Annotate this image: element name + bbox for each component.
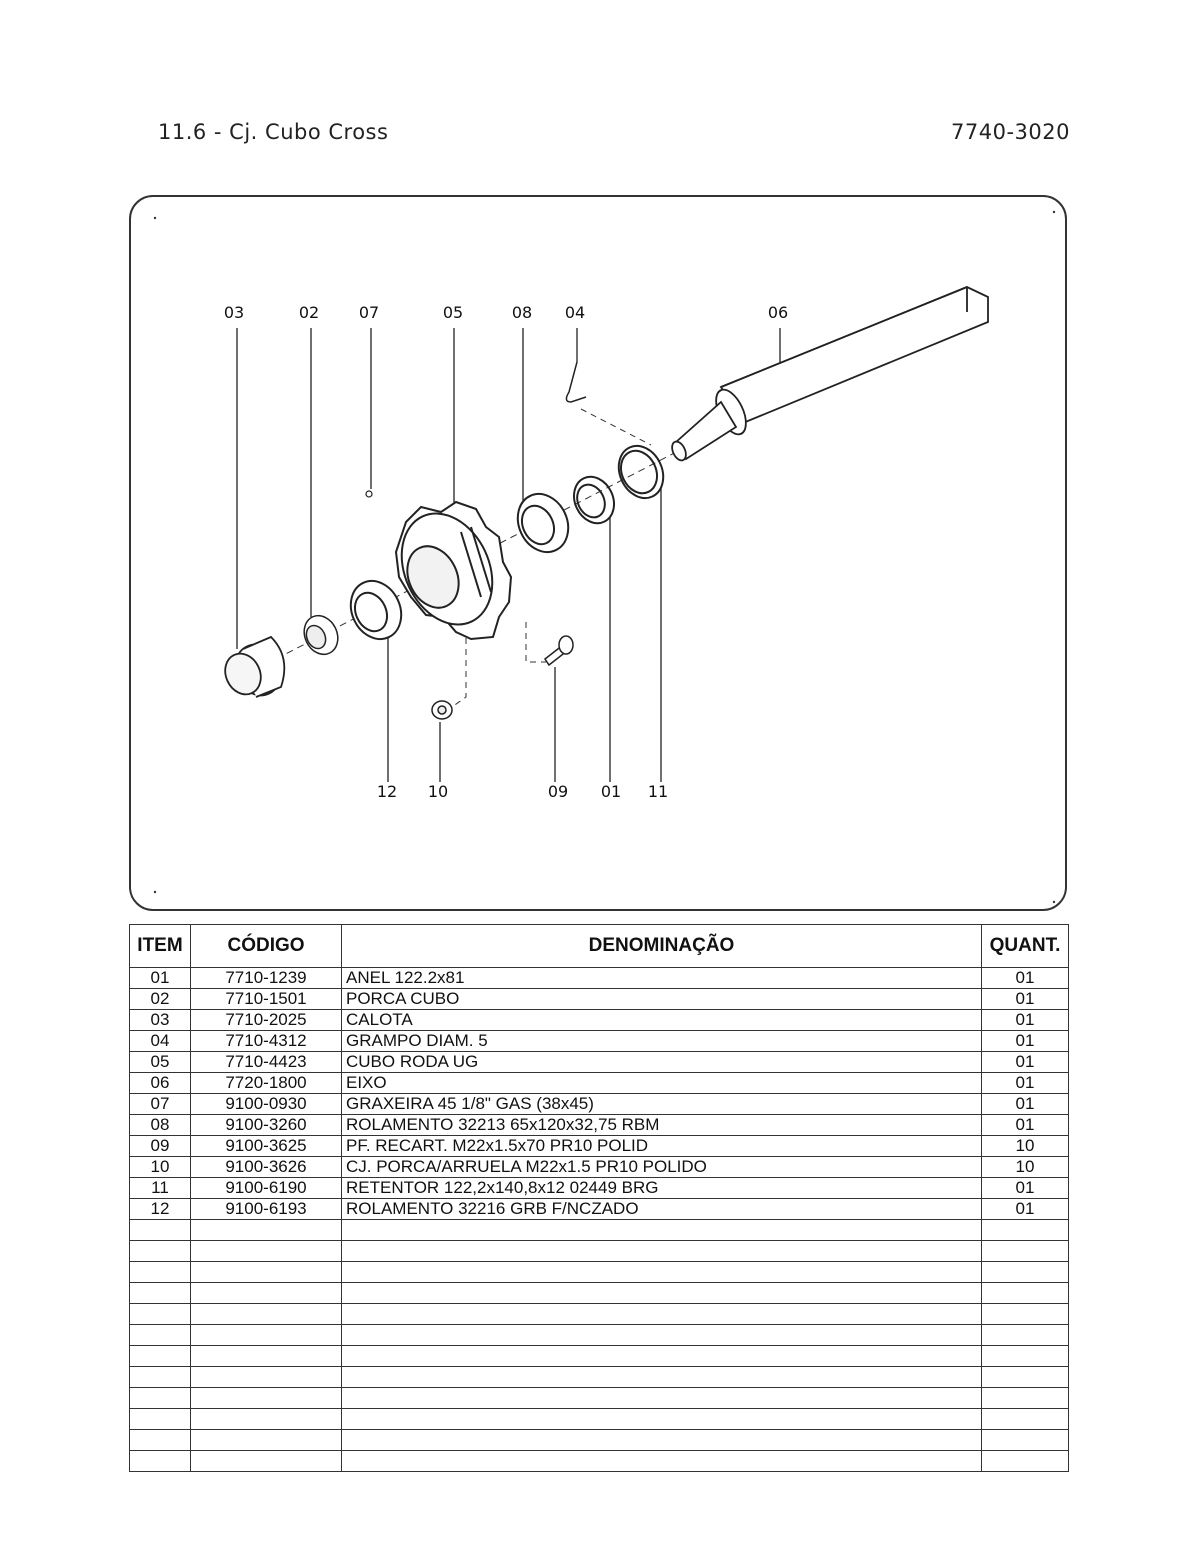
exploded-view-drawing xyxy=(129,195,1067,911)
table-row xyxy=(130,1094,1069,1115)
hub-cap-part xyxy=(219,637,289,703)
table-row xyxy=(130,989,1069,1010)
assembly-code: 7740-3020 xyxy=(951,120,1070,144)
axle-part xyxy=(669,287,988,463)
cell-description: CALOTA xyxy=(342,1010,982,1031)
cell-item: 09 xyxy=(130,1136,191,1157)
page-title: 11.6 - Cj. Cubo Cross xyxy=(158,120,389,144)
empty-row xyxy=(130,1220,1069,1241)
callout-01: 01 xyxy=(600,782,622,801)
grease-fitting-part xyxy=(366,491,372,497)
wheel-stud-part xyxy=(545,636,573,665)
cell-code: 7710-2025 xyxy=(191,1010,342,1031)
table-row xyxy=(130,1199,1069,1220)
table-row xyxy=(130,968,1069,989)
cell-item: 01 xyxy=(130,968,191,989)
header-code: CÓDIGO xyxy=(191,925,342,968)
corner-dot xyxy=(154,891,156,893)
callout-07: 07 xyxy=(358,303,380,322)
cell-item: 02 xyxy=(130,989,191,1010)
callout-04: 04 xyxy=(564,303,586,322)
cell-description: ANEL 122.2x81 xyxy=(342,968,982,989)
cell-description: RETENTOR 122,2x140,8x12 02449 BRG xyxy=(342,1178,982,1199)
cell-quantity: 01 xyxy=(982,1010,1069,1031)
cell-description: GRAMPO DIAM. 5 xyxy=(342,1031,982,1052)
parts-table xyxy=(129,924,1069,1472)
cell-code: 9100-3626 xyxy=(191,1157,342,1178)
clip-axis-line xyxy=(581,409,651,445)
cell-description: PORCA CUBO xyxy=(342,989,982,1010)
callout-02: 02 xyxy=(298,303,320,322)
cell-code: 9100-3260 xyxy=(191,1115,342,1136)
clip-part xyxy=(566,362,586,402)
empty-row xyxy=(130,1262,1069,1283)
empty-row xyxy=(130,1283,1069,1304)
cell-code: 9100-6190 xyxy=(191,1178,342,1199)
callout-08: 08 xyxy=(511,303,533,322)
callout-10: 10 xyxy=(427,782,449,801)
table-row xyxy=(130,1136,1069,1157)
header-item: ITEM xyxy=(130,925,191,968)
cell-quantity: 01 xyxy=(982,989,1069,1010)
callout-11: 11 xyxy=(647,782,669,801)
table-row xyxy=(130,1031,1069,1052)
corner-dot xyxy=(1053,211,1055,213)
cell-quantity: 01 xyxy=(982,1031,1069,1052)
cell-item: 06 xyxy=(130,1073,191,1094)
cell-code: 7710-4423 xyxy=(191,1052,342,1073)
cell-description: GRAXEIRA 45 1/8" GAS (38x45) xyxy=(342,1094,982,1115)
empty-row xyxy=(130,1451,1069,1472)
cell-code: 7710-1501 xyxy=(191,989,342,1010)
cell-quantity: 10 xyxy=(982,1136,1069,1157)
empty-row xyxy=(130,1346,1069,1367)
table-row xyxy=(130,1073,1069,1094)
stud-axis-line xyxy=(526,622,546,662)
table-row xyxy=(130,1010,1069,1031)
cell-item: 10 xyxy=(130,1157,191,1178)
cell-code: 7720-1800 xyxy=(191,1073,342,1094)
cell-item: 07 xyxy=(130,1094,191,1115)
seal-part xyxy=(611,439,672,506)
header-description: DENOMINAÇÃO xyxy=(342,925,982,968)
empty-row xyxy=(130,1430,1069,1451)
cell-description: ROLAMENTO 32216 GRB F/NCZADO xyxy=(342,1199,982,1220)
hub-nut-part xyxy=(298,610,344,660)
cell-code: 7710-1239 xyxy=(191,968,342,989)
table-row xyxy=(130,1157,1069,1178)
cell-description: ROLAMENTO 32213 65x120x32,75 RBM xyxy=(342,1115,982,1136)
cell-description: PF. RECART. M22x1.5x70 PR10 POLID xyxy=(342,1136,982,1157)
cell-item: 05 xyxy=(130,1052,191,1073)
cell-code: 9100-0930 xyxy=(191,1094,342,1115)
nut-axis-line xyxy=(452,627,466,707)
callout-03: 03 xyxy=(223,303,245,322)
empty-row xyxy=(130,1325,1069,1346)
cell-quantity: 01 xyxy=(982,1073,1069,1094)
cell-description: CJ. PORCA/ARRUELA M22x1.5 PR10 POLIDO xyxy=(342,1157,982,1178)
table-row xyxy=(130,1178,1069,1199)
cell-quantity: 01 xyxy=(982,1094,1069,1115)
bearing-12-part xyxy=(342,573,411,648)
nut-washer-part xyxy=(432,701,452,719)
empty-row xyxy=(130,1409,1069,1430)
corner-dot xyxy=(1053,901,1055,903)
ring-part xyxy=(567,470,622,530)
callout-05: 05 xyxy=(442,303,464,322)
cell-code: 9100-3625 xyxy=(191,1136,342,1157)
table-row xyxy=(130,1115,1069,1136)
cell-quantity: 01 xyxy=(982,1052,1069,1073)
table-header-row xyxy=(130,925,1069,968)
cell-code: 9100-6193 xyxy=(191,1199,342,1220)
callout-06: 06 xyxy=(767,303,789,322)
cell-item: 11 xyxy=(130,1178,191,1199)
cell-code: 7710-4312 xyxy=(191,1031,342,1052)
empty-row xyxy=(130,1304,1069,1325)
corner-dot xyxy=(154,217,156,219)
callout-09: 09 xyxy=(547,782,569,801)
cell-quantity: 01 xyxy=(982,1199,1069,1220)
empty-row xyxy=(130,1367,1069,1388)
leader-lines xyxy=(237,328,780,782)
bearing-08-part xyxy=(509,486,578,561)
empty-row xyxy=(130,1388,1069,1409)
cell-quantity: 01 xyxy=(982,968,1069,989)
cell-item: 12 xyxy=(130,1199,191,1220)
cell-quantity: 01 xyxy=(982,1115,1069,1136)
cell-item: 08 xyxy=(130,1115,191,1136)
cell-item: 04 xyxy=(130,1031,191,1052)
cell-description: CUBO RODA UG xyxy=(342,1052,982,1073)
cell-description: EIXO xyxy=(342,1073,982,1094)
header-quantity: QUANT. xyxy=(982,925,1069,968)
cell-item: 03 xyxy=(130,1010,191,1031)
callout-12: 12 xyxy=(376,782,398,801)
wheel-hub-part xyxy=(384,499,511,640)
empty-row xyxy=(130,1241,1069,1262)
cell-quantity: 01 xyxy=(982,1178,1069,1199)
exploded-view-svg xyxy=(131,197,1069,913)
table-row xyxy=(130,1052,1069,1073)
cell-quantity: 10 xyxy=(982,1157,1069,1178)
